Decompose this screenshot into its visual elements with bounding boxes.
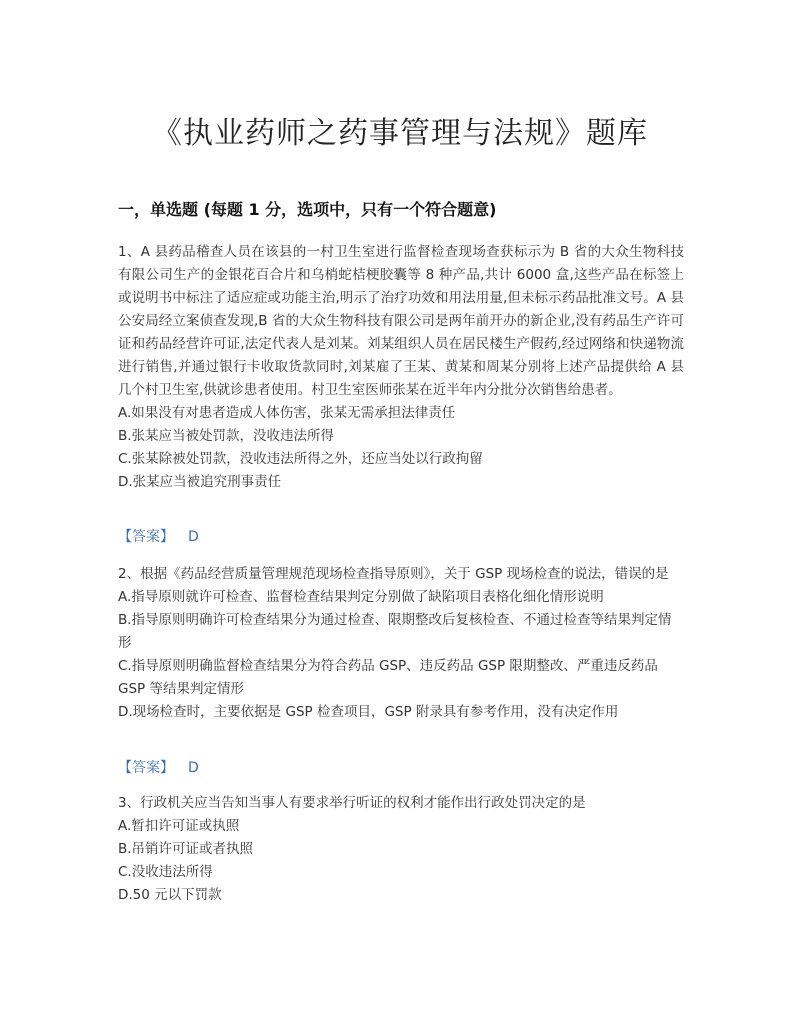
answer-label: 【答案】 (118, 760, 174, 776)
option-c: C.没收违法所得 (118, 864, 213, 880)
option-a: A.暂扣许可证或执照 (118, 818, 240, 834)
section-heading: 一，单选题 (每题 1 分，选项中，只有一个符合题意) (118, 200, 497, 219)
option-c: C.指导原则明确监督检查结果分为符合药品 GSP、违反药品 GSP 限期整改、严重违反药品 GSP 等结果判定情形 (118, 658, 658, 697)
question-stem: 3、行政机关应当告知当事人有要求举行听证的权利才能作出行政处罚决定的是 (118, 795, 586, 811)
answer-value: D (188, 529, 199, 545)
option-c: C.张某除被处罚款，没收违法所得之外，还应当处以行政拘留 (118, 451, 483, 467)
answer-2 (118, 757, 199, 777)
option-d: D.50 元以下罚款 (118, 887, 222, 903)
option-d: D.张某应当被追究刑事责任 (118, 474, 282, 490)
answer-value: D (188, 760, 199, 776)
answer-1 (118, 526, 199, 546)
question-3 (118, 792, 684, 907)
question-2 (118, 563, 684, 724)
question-stem: 1、A 县药品稽查人员在该县的一村卫生室进行监督检查现场查获标示为 B 省的大众生物科技有限公司生产的金银花百合片和乌梢蛇桔梗胶囊等 8 种产品,共计 6000 盒,这些产品在标签上或说明书中标注了适应症或功能主治,明示了治疗功效和用法用量,但未标示药品批准文号。A 县公安局经立案侦查发现,B 省的大众生物科技有限公司是两年前开办的新企业,没有药品生产许可证和药品经营许可证,法定代表人是刘某。刘某组织人员在居民楼生产假药,经过网络和快递物流进行销售,并通过银行卡收取货款同时,刘某雇了王某、黄某和周某分别将上述产品提供给 A 县几个村卫生室,供就诊患者使用。村卫生室医师张某在近半年内分批分次销售给患者。 (118, 244, 684, 398)
option-d: D.现场检查时，主要依据是 GSP 检查项目，GSP 附录具有参考作用，没有决定作用 (118, 704, 619, 720)
question-1 (118, 241, 684, 494)
option-b: B.吊销许可证或者执照 (118, 841, 254, 857)
option-b: B.指导原则明确许可检查结果分为通过检查、限期整改后复核检查、不通过检查等结果判定情形 (118, 612, 672, 651)
option-b: B.张某应当被处罚款，没收违法所得 (118, 428, 335, 444)
option-a: A.如果没有对患者造成人体伤害，张某无需承担法律责任 (118, 405, 456, 421)
answer-label: 【答案】 (118, 529, 174, 545)
question-stem: 2、根据《药品经营质量管理规范现场检查指导原则》，关于 GSP 现场检查的说法，错误的是 (118, 566, 669, 582)
option-a: A.指导原则就许可检查、监督检查结果判定分别做了缺陷项目表格化细化情形说明 (118, 589, 604, 605)
page-title: 《执业药师之药事管理与法规》题库 (152, 116, 648, 151)
